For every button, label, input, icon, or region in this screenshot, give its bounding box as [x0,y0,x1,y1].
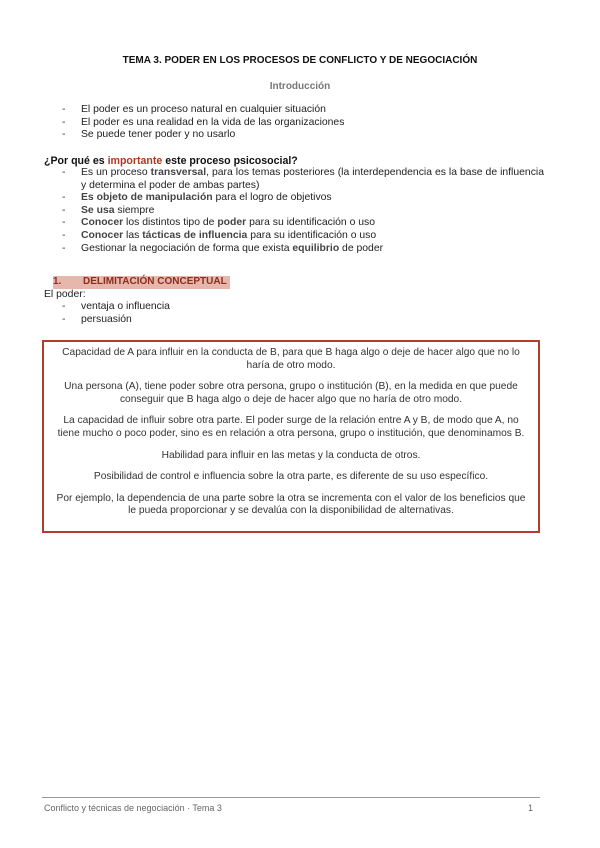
list-item: - ventaja o influencia [62,301,362,314]
section-heading [53,276,230,289]
list-item: - Es un proceso transversal, para los temas posteriores (la interdependencia es la base de influencia y determina el poder de ambas partes) [62,167,544,192]
question-heading: ¿Por qué es importante este proceso psicosocial? [44,155,298,167]
definition-paragraph: Una persona (A), tiene poder sobre otra persona, grupo o institución (B), en la medida en que puede conseguir que B haga algo o deje de hacer algo que no haría de otro modo. [64,381,518,405]
list-item: - Se puede tener poder y no usarlo [62,129,542,142]
list-item: - Conocer las tácticas de influencia para su identificación o uso [62,230,544,243]
section-number: 1. [53,276,62,287]
list-item: - Es objeto de manipulación para el logro de objetivos [62,192,544,205]
list-item: - El poder es un proceso natural en cualquier situación [62,104,542,117]
footer-text: Conflicto y técnicas de negociación · Tema 3 [44,803,222,813]
list-item: - persuasión [62,314,362,327]
definition-paragraph: Habilidad para influir en las metas y la conducta de otros. [161,449,421,461]
list-item: - Se usa siempre [62,205,544,218]
definitions-box [42,340,540,533]
list-item: - El poder es una realidad en la vida de las organizaciones [62,117,542,130]
reasons-list [62,167,544,255]
poder-list [62,301,362,326]
list-item: - Gestionar la negociación de forma que exista equilibrio de poder [62,243,544,256]
question-highlight: importante [107,155,163,167]
definition-paragraph: La capacidad de influir sobre otra parte. El poder surge de la relación entre A y B, de modo que A, no tiene mucho o poco poder, sino es en relación a otra persona, grupo o institución, que denominamos B. [57,415,525,439]
page-title: TEMA 3. PODER EN LOS PROCESOS DE CONFLICTO Y DE NEGOCIACIÓN [122,55,478,66]
definition-paragraph: Posibilidad de control e influencia sobre la otra parte, es diferente de su uso específico. [93,471,489,483]
definition-paragraph: Capacidad de A para influir en la conducta de B, para que B haga algo o deje de hacer algo que no lo haría de otro modo. [62,347,520,371]
intro-heading: Introducción [269,81,331,92]
intro-list [62,104,542,142]
list-item: - Conocer los distintos tipo de poder para su identificación o uso [62,217,544,230]
poder-label: El poder: [44,289,86,300]
definition-paragraph: Por ejemplo, la dependencia de una parte sobre la otra se incrementa con el valor de los beneficios que le pueda proporcionar y se devalúa con la disponibilidad de alternativas. [56,492,526,517]
footer-divider [42,797,540,798]
page-number: 1 [528,803,534,813]
section-label: DELIMITACIÓN CONCEPTUAL [83,276,227,287]
